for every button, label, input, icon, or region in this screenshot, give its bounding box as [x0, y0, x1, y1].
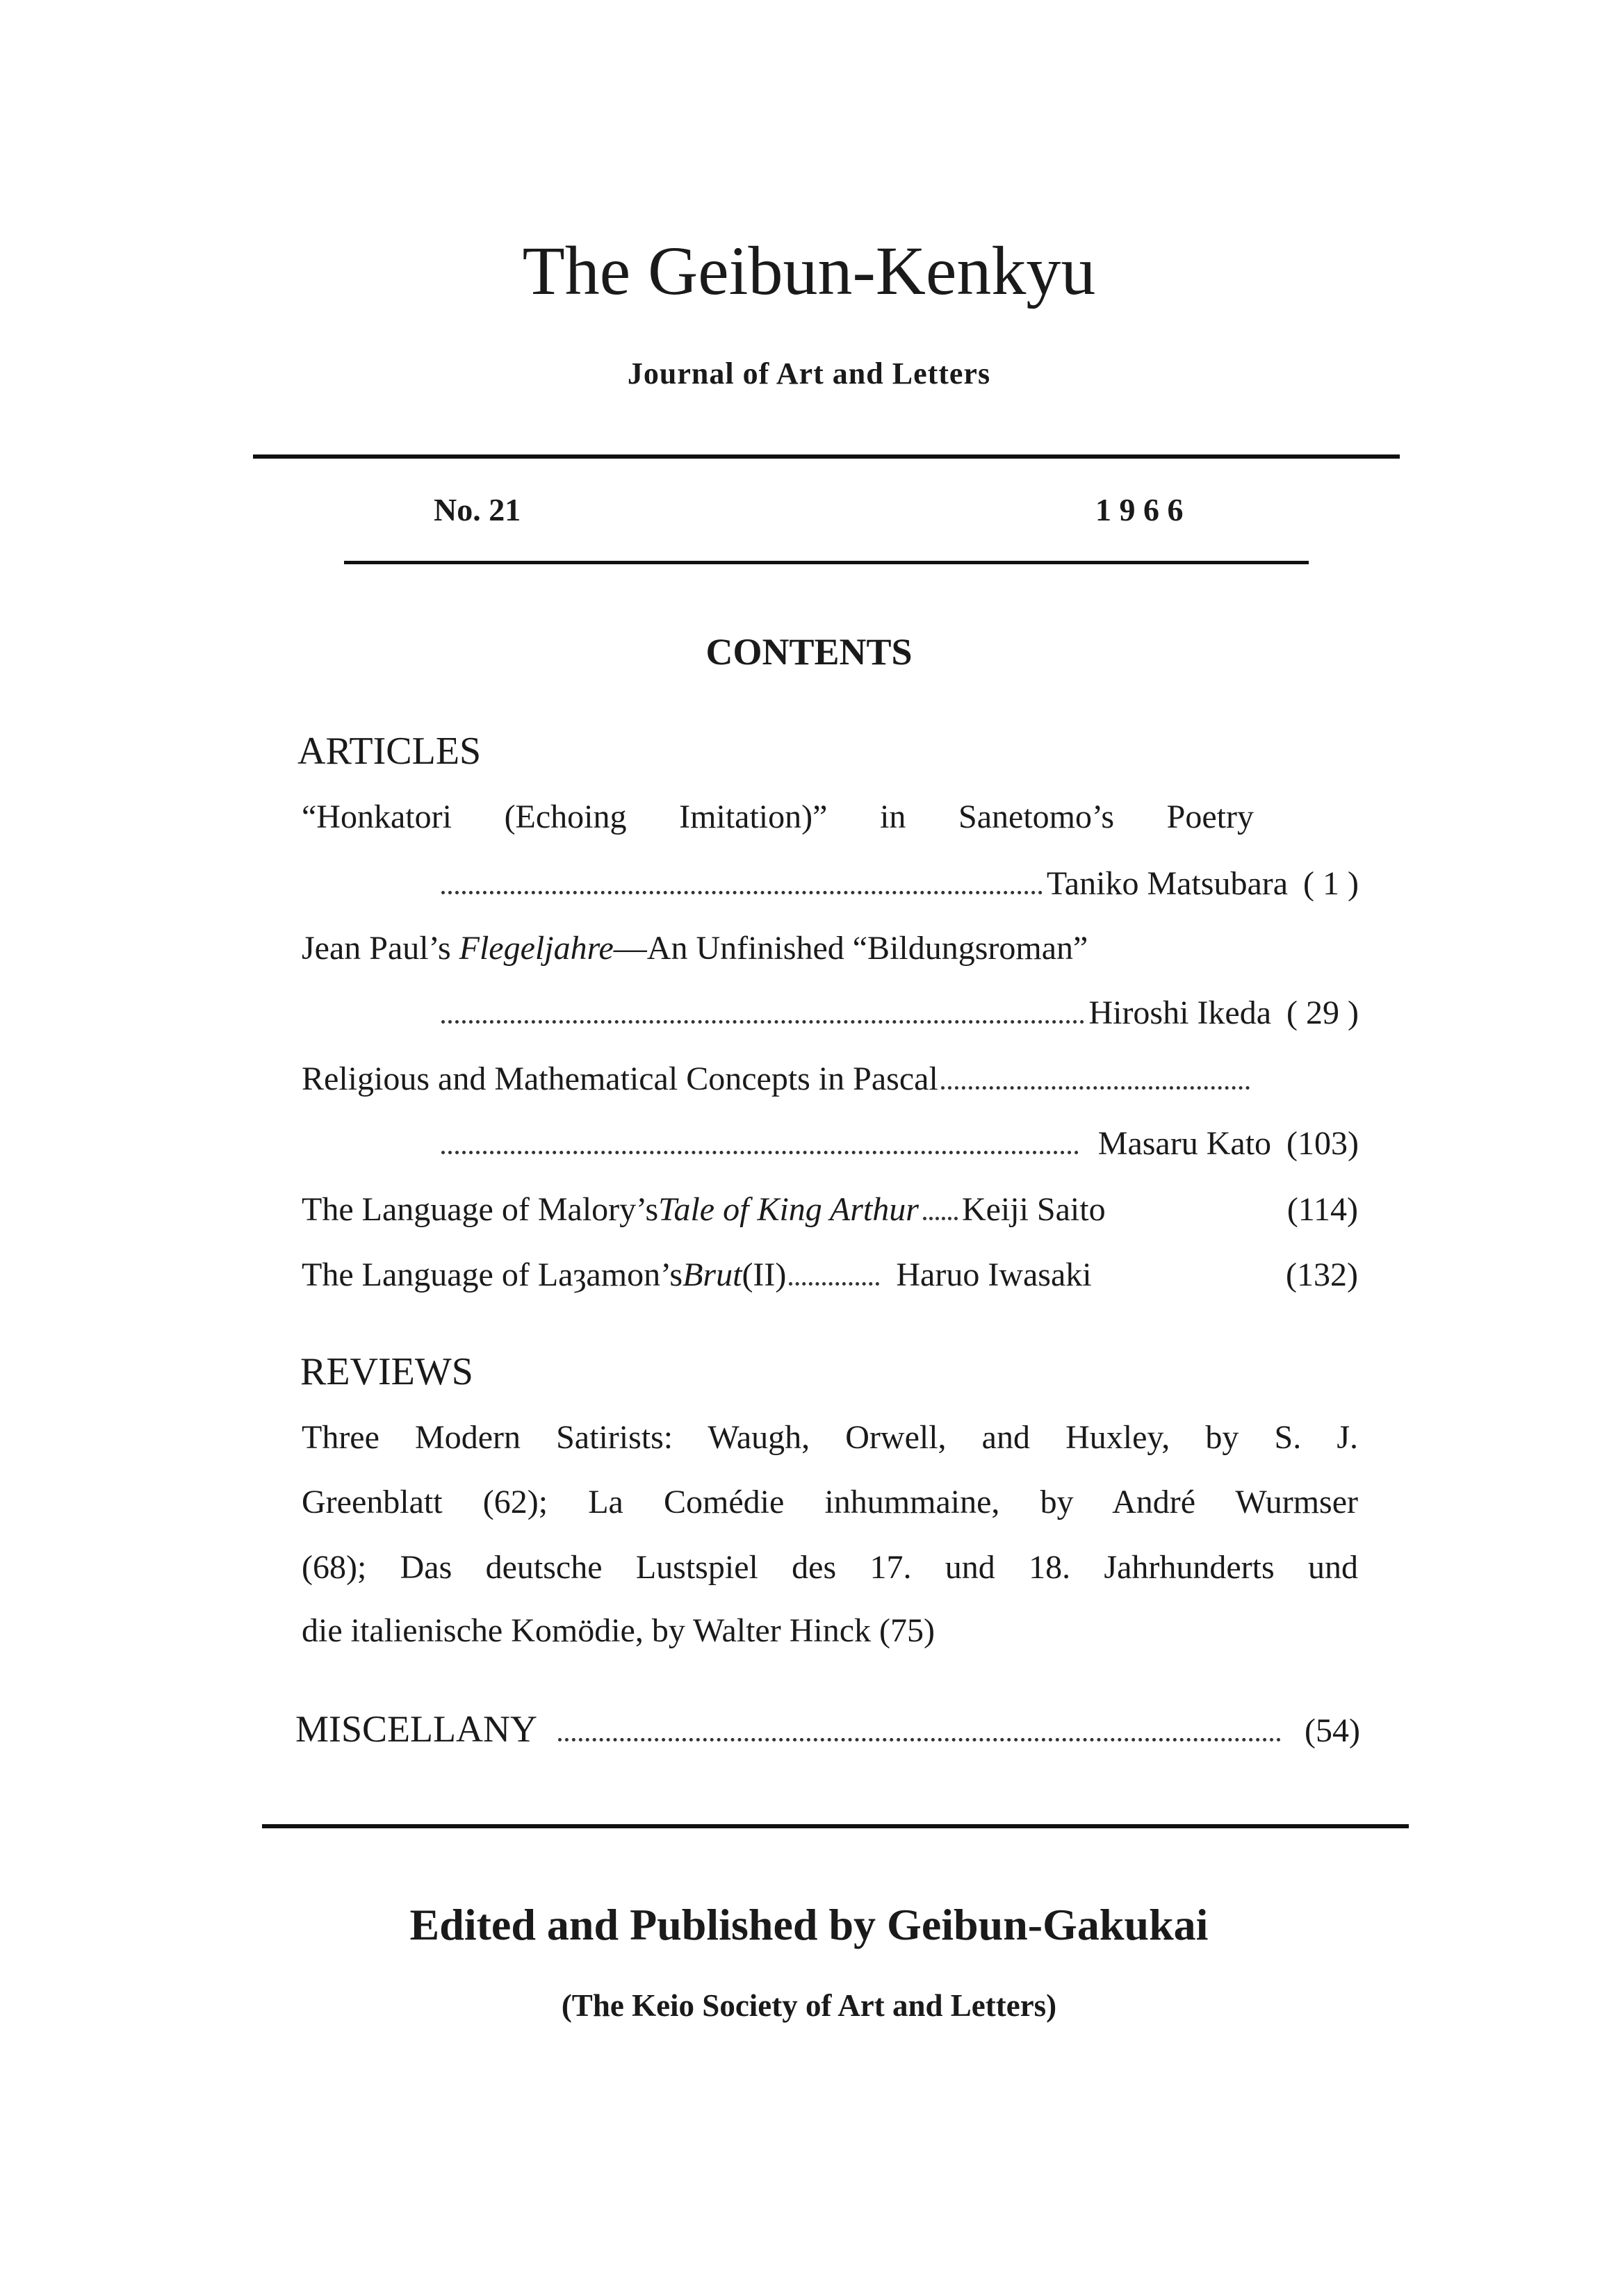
top-rule: [253, 454, 1400, 459]
issue-year: 1 9 6 6: [1095, 492, 1184, 527]
dot-leader: [923, 1217, 958, 1220]
dot-leader: [441, 891, 1043, 894]
article-author: Taniko Matsubara: [1046, 865, 1289, 902]
miscellany-heading: MISCELLANY: [295, 1708, 537, 1750]
society-line: (The Keio Society of Art and Letters): [561, 1988, 1057, 2023]
issue-rule: [344, 561, 1309, 564]
article-title-italic: Tale of King Arthur: [658, 1191, 919, 1228]
contents-heading: CONTENTS: [705, 631, 913, 673]
article-author: Masaru Kato: [1097, 1125, 1272, 1162]
article-page: (114): [1286, 1191, 1358, 1228]
article-author: Keiji Saito: [961, 1191, 1106, 1228]
article-author: Haruo Iwasaki: [896, 1256, 1092, 1293]
article-title: Religious and Mathematical Concepts in Pascal: [302, 1058, 1254, 1100]
bottom-rule: [262, 1824, 1409, 1828]
dot-leader: [941, 1086, 1250, 1090]
review-line: Greenblatt (62); La Comédie inhummaine, by André Wurmser: [302, 1484, 1358, 1520]
dot-leader: [558, 1738, 1281, 1741]
article-entry: The Language of Malory’s Tale of King Arthur Keiji Saito (114): [302, 1189, 1358, 1231]
article-title: Jean Paul’s Flegeljahre—An Unfinished “Bildungsroman”: [302, 930, 1088, 967]
article-byline: [441, 992, 1359, 1034]
review-line: Three Modern Satirists: Waugh, Orwell, and Huxley, by S. J.: [302, 1419, 1358, 1456]
article-title-italic: Brut: [683, 1256, 742, 1293]
articles-heading: ARTICLES: [297, 730, 482, 773]
miscellany-page: (54): [1305, 1712, 1360, 1749]
article-entry: The Language of Laȝamon’s Brut (II) Haruo Iwasaki (132): [302, 1254, 1358, 1296]
article-page: ( 1 ): [1303, 865, 1359, 902]
article-title: “Honkatori (Echoing Imitation)” in Sanetomo’s Poetry: [302, 798, 1254, 835]
article-author: Hiroshi Ikeda: [1088, 994, 1272, 1031]
dot-leader: [441, 1151, 1079, 1154]
article-page: (132): [1286, 1256, 1358, 1293]
journal-subtitle: Journal of Art and Letters: [627, 356, 991, 391]
reviews-heading: REVIEWS: [300, 1350, 473, 1393]
publisher-line: Edited and Published by Geibun-Gakukai: [409, 1900, 1209, 1949]
article-page: ( 29 ): [1286, 994, 1359, 1031]
review-line: die italienische Komödie, by Walter Hinck (75): [302, 1612, 935, 1649]
miscellany-entry: [295, 1705, 1360, 1755]
issue-number: No. 21: [434, 492, 521, 527]
dot-leader: [441, 1020, 1084, 1024]
article-title-italic: Flegeljahre: [459, 930, 614, 967]
article-page: (103): [1286, 1125, 1359, 1162]
journal-title: The Geibun-Kenkyu: [522, 232, 1096, 309]
review-line: (68); Das deutsche Lustspiel des 17. und 18. Jahrhunderts und: [302, 1549, 1358, 1586]
article-byline: [441, 1123, 1359, 1165]
dot-leader: [789, 1282, 879, 1286]
article-byline: [441, 863, 1359, 905]
